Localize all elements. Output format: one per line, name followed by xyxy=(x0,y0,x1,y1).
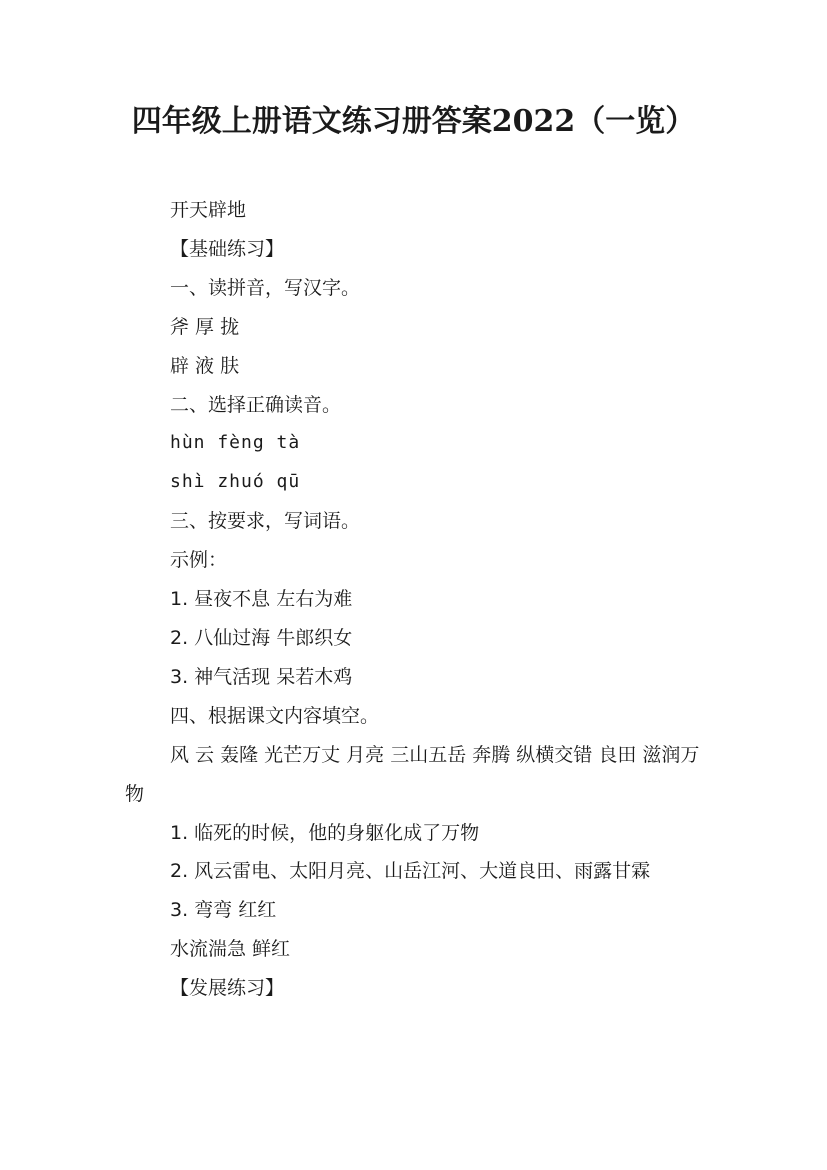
pinyin-answer-line: shì zhuó qū xyxy=(170,471,301,493)
answer-line: 2. 八仙过海 牛郎织女 xyxy=(170,626,353,649)
question-heading: 三、按要求，写词语。 xyxy=(170,510,361,533)
subsection-heading: 【发展练习】 xyxy=(170,977,285,1000)
subsection-heading: 【基础练习】 xyxy=(170,237,285,260)
answer-line: 1. 昼夜不息 左右为难 xyxy=(170,588,353,611)
section-heading: 开天辟地 xyxy=(170,199,247,221)
question-heading: 四、根据课文内容填空。 xyxy=(170,704,380,727)
answer-paragraph: 风 云 轰隆 光芒万丈 月亮 三山五岳 奔腾 纵横交错 良田 滋润万物 xyxy=(125,743,700,805)
document-body xyxy=(125,191,705,1008)
answer-line: 辟 液 肤 xyxy=(170,354,240,377)
question-heading: 一、读拼音，写汉字。 xyxy=(170,276,361,299)
pinyin-answer-line: hùn fèng tà xyxy=(170,432,301,454)
answer-line: 1. 临死的时候，他的身躯化成了万物 xyxy=(170,821,480,844)
question-heading: 二、选择正确读音。 xyxy=(170,393,342,416)
answer-line: 3. 弯弯 红红 xyxy=(170,899,277,922)
answer-line: 3. 神气活现 呆若木鸡 xyxy=(170,665,353,688)
example-label: 示例： xyxy=(170,549,228,572)
document-title: 四年级上册语文练习册答案2022（一览） xyxy=(131,104,696,139)
answer-paragraph: 2. 风云雷电、太阳月亮、山岳江河、大道良田、雨露甘霖 xyxy=(170,860,651,883)
answer-line: 水流湍急 鲜红 xyxy=(170,938,291,961)
answer-line: 斧 厚 拢 xyxy=(170,315,240,338)
